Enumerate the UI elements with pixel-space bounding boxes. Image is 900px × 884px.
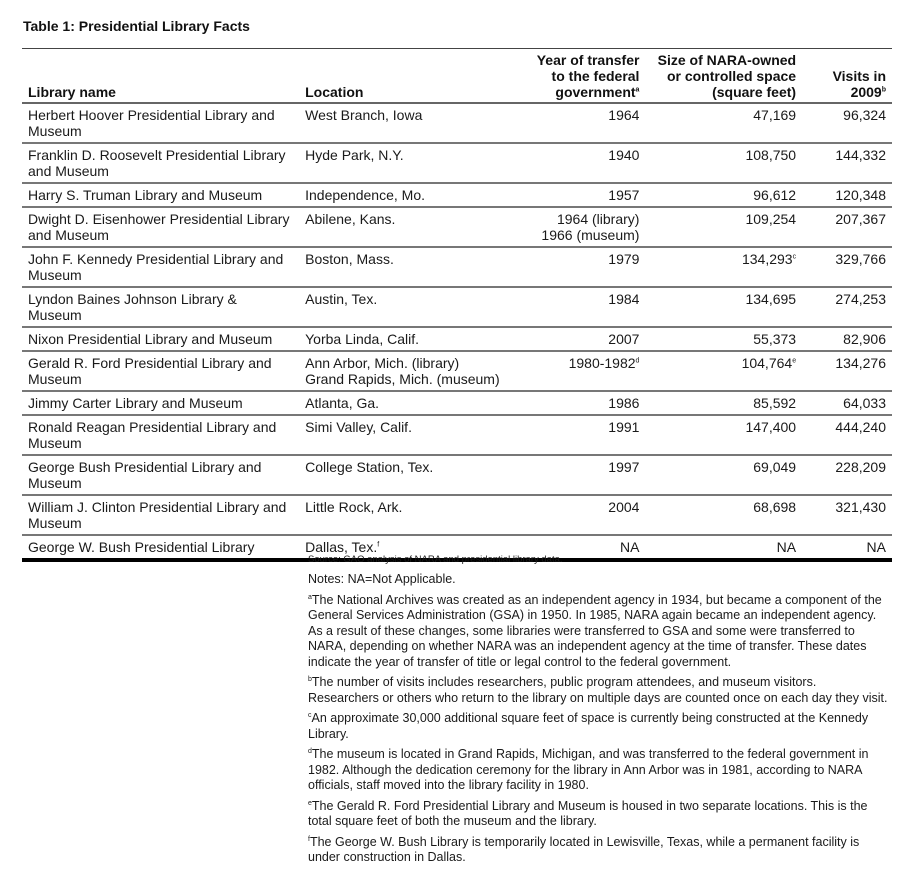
- cell-library-name: [22, 351, 299, 391]
- cell-library-name: [22, 327, 299, 351]
- footnote-text: The number of visits includes researchers, public program attendees, and museum visitors. Researchers or others who return to the library on multiple days are counted once on each day they visit.: [308, 675, 888, 705]
- footnote-e: [308, 799, 888, 830]
- table-notes: [308, 554, 888, 871]
- location-text: Boston, Mass.: [305, 251, 394, 267]
- cell-visits: [802, 183, 892, 207]
- space-value: 109,254: [745, 211, 797, 227]
- header-line: government: [555, 84, 636, 100]
- cell-location: [299, 415, 510, 455]
- library-name: Gerald R. Ford Presidential Library and Museum: [28, 355, 272, 387]
- space-value: 69,049: [753, 459, 797, 475]
- footnote-marker: e: [792, 357, 797, 365]
- year-text-2: 1966 (museum): [541, 227, 640, 243]
- header-visits: [802, 49, 892, 104]
- header-line: Size of NARA-owned: [657, 52, 797, 68]
- table-row: [22, 495, 892, 535]
- cell-visits: [802, 391, 892, 415]
- location-text: Abilene, Kans.: [305, 211, 396, 227]
- location-text: Hyde Park, N.Y.: [305, 147, 404, 163]
- footnote-marker: b: [308, 675, 312, 683]
- library-name: Harry S. Truman Library and Museum: [28, 187, 263, 203]
- cell-library-name: [22, 455, 299, 495]
- space-value: 147,400: [745, 419, 797, 435]
- footnote-b: [308, 675, 888, 706]
- cell-visits: [802, 455, 892, 495]
- cell-year: [510, 415, 646, 455]
- location-text: Independence, Mo.: [305, 187, 425, 203]
- year-text: 1980-1982: [568, 355, 636, 371]
- visits-value: 82,906: [843, 331, 886, 347]
- header-line: Visits in: [832, 68, 886, 84]
- table-row: [22, 327, 892, 351]
- table-row: [22, 391, 892, 415]
- library-name: Dwight D. Eisenhower Presidential Library and Museum: [28, 211, 290, 243]
- header-year-of-transfer: [510, 49, 646, 104]
- cell-year: [510, 247, 646, 287]
- year-text: 1940: [608, 147, 640, 163]
- year-text: 1964: [608, 107, 640, 123]
- cell-location: [299, 327, 510, 351]
- year-text: 1997: [608, 459, 640, 475]
- cell-visits: [802, 351, 892, 391]
- space-value: NA: [776, 539, 797, 555]
- year-text: 1991: [608, 419, 640, 435]
- visits-value: 444,240: [835, 419, 886, 435]
- table-row: [22, 455, 892, 495]
- table-header-row: [22, 49, 892, 104]
- cell-space: [645, 287, 802, 327]
- cell-location: [299, 247, 510, 287]
- cell-space: [645, 391, 802, 415]
- header-line: Year of transfer: [536, 52, 640, 68]
- footnote-f: [308, 835, 888, 866]
- year-text: NA: [620, 539, 640, 555]
- header-space-size: [645, 49, 802, 104]
- year-text: 2004: [608, 499, 640, 515]
- space-value: 47,169: [753, 107, 797, 123]
- footnote-marker: d: [635, 357, 640, 365]
- location-text: Dallas, Tex.: [305, 539, 378, 555]
- cell-library-name: [22, 391, 299, 415]
- visits-value: 207,367: [835, 211, 886, 227]
- year-text: 1984: [608, 291, 640, 307]
- cell-library-name: [22, 247, 299, 287]
- space-value: 108,750: [745, 147, 797, 163]
- table-row: [22, 351, 892, 391]
- header-location: [299, 49, 510, 104]
- cell-space: [645, 415, 802, 455]
- library-name: Nixon Presidential Library and Museum: [28, 331, 273, 347]
- visits-value: NA: [866, 539, 886, 555]
- location-text: College Station, Tex.: [305, 459, 434, 475]
- cell-year: [510, 183, 646, 207]
- cell-space: [645, 103, 802, 143]
- cell-library-name: [22, 415, 299, 455]
- footnote-text: The National Archives was created as an independent agency in 1934, but became a component of the General Services Administration (GSA) in 1950. In 1985, NARA again became an independent agency. As a result of these changes, some libraries were transferred to GSA and some were transferred to NARA, depending on whether NARA was an independent agency at the time of transfer. These dates indicate the year of transfer of title or legal control to the federal government.: [308, 592, 882, 669]
- cell-visits: [802, 327, 892, 351]
- location-text: Austin, Tex.: [305, 291, 378, 307]
- cell-location: [299, 103, 510, 143]
- cell-year: [510, 287, 646, 327]
- cell-location: [299, 183, 510, 207]
- visits-value: 329,766: [835, 251, 886, 267]
- presidential-library-table: [22, 48, 892, 562]
- footnote-text: An approximate 30,000 additional square feet of space is currently being constructed at the Kennedy Library.: [308, 711, 869, 741]
- location-text-2: Grand Rapids, Mich. (museum): [305, 371, 500, 387]
- visits-value: 321,430: [835, 499, 886, 515]
- cell-space: [645, 455, 802, 495]
- footnote-text: The George W. Bush Library is temporarily located in Lewisville, Texas, while a permanent facility is under construction in Dallas.: [308, 834, 860, 864]
- source-note: Source: GAO analysis of NARA and presidential library data.: [308, 554, 563, 565]
- footnote-marker: f: [308, 835, 310, 843]
- library-name: George W. Bush Presidential Library: [28, 539, 255, 555]
- header-label: Library name: [28, 84, 116, 100]
- footnote-marker: c: [792, 253, 797, 261]
- cell-visits: [802, 207, 892, 247]
- space-value: 134,293: [741, 251, 793, 267]
- cell-library-name: [22, 287, 299, 327]
- footnote-marker: a: [635, 86, 640, 94]
- cell-library-name: [22, 535, 299, 560]
- year-text: 1957: [608, 187, 640, 203]
- cell-visits: [802, 247, 892, 287]
- footnote-a: [308, 593, 888, 671]
- cell-visits: [802, 287, 892, 327]
- table-row: [22, 415, 892, 455]
- footnote-d: [308, 747, 888, 794]
- cell-year: [510, 495, 646, 535]
- visits-value: 274,253: [835, 291, 886, 307]
- cell-location: [299, 207, 510, 247]
- header-line: (square feet): [712, 84, 797, 100]
- na-note: Notes: NA=Not Applicable.: [308, 572, 456, 586]
- footnote-c: [308, 711, 888, 742]
- table-body: [22, 103, 892, 560]
- library-name: Jimmy Carter Library and Museum: [28, 395, 243, 411]
- cell-library-name: [22, 103, 299, 143]
- visits-value: 120,348: [835, 187, 886, 203]
- table-row: [22, 207, 892, 247]
- header-line: or controlled space: [666, 68, 797, 84]
- cell-location: [299, 287, 510, 327]
- year-text: 1979: [608, 251, 640, 267]
- cell-location: [299, 143, 510, 183]
- visits-value: 96,324: [843, 107, 886, 123]
- cell-year: [510, 103, 646, 143]
- location-text: Little Rock, Ark.: [305, 499, 403, 515]
- table-row: [22, 287, 892, 327]
- library-name: Lyndon Baines Johnson Library & Museum: [28, 291, 237, 323]
- cell-library-name: [22, 207, 299, 247]
- cell-space: [645, 207, 802, 247]
- visits-value: 134,276: [835, 355, 886, 371]
- space-value: 55,373: [753, 331, 797, 347]
- cell-year: [510, 143, 646, 183]
- location-text: Atlanta, Ga.: [305, 395, 380, 411]
- cell-library-name: [22, 495, 299, 535]
- location-text: West Branch, Iowa: [305, 107, 423, 123]
- space-value: 85,592: [753, 395, 797, 411]
- space-value: 134,695: [745, 291, 797, 307]
- header-line: 2009: [850, 84, 882, 100]
- year-text: 1986: [608, 395, 640, 411]
- location-text: Simi Valley, Calif.: [305, 419, 412, 435]
- cell-location: [299, 495, 510, 535]
- footnote-marker: f: [377, 541, 380, 549]
- footnote-text: The Gerald R. Ford Presidential Library and Museum is housed in two separate locations. This is the total square feet of both the museum and the library.: [308, 798, 868, 828]
- library-name: William J. Clinton Presidential Library and Museum: [28, 499, 287, 531]
- location-text: Yorba Linda, Calif.: [305, 331, 420, 347]
- cell-year: [510, 351, 646, 391]
- library-name: Ronald Reagan Presidential Library and Museum: [28, 419, 277, 451]
- cell-visits: [802, 495, 892, 535]
- visits-value: 144,332: [835, 147, 886, 163]
- location-text: Ann Arbor, Mich. (library): [305, 355, 460, 371]
- table-row: [22, 247, 892, 287]
- cell-space: [645, 351, 802, 391]
- cell-visits: [802, 103, 892, 143]
- cell-visits: [802, 415, 892, 455]
- library-name: Herbert Hoover Presidential Library and Museum: [28, 107, 275, 139]
- visits-value: 228,209: [835, 459, 886, 475]
- year-text: 2007: [608, 331, 640, 347]
- cell-library-name: [22, 183, 299, 207]
- space-value: 104,764: [741, 355, 793, 371]
- footnote-text: The museum is located in Grand Rapids, Michigan, and was transferred to the federal government in 1982. Although the dedication ceremony for the library in Ann Arbor was in 1981, according to NARA officials, staff moved into the library facility in 1980.: [308, 747, 869, 792]
- year-text: 1964 (library): [556, 211, 640, 227]
- library-name: John F. Kennedy Presidential Library and Museum: [28, 251, 284, 283]
- cell-library-name: [22, 143, 299, 183]
- header-line: to the federal: [551, 68, 640, 84]
- cell-year: [510, 455, 646, 495]
- cell-location: [299, 391, 510, 415]
- cell-year: [510, 391, 646, 415]
- footnote-marker: b: [881, 86, 886, 94]
- cell-year: [510, 327, 646, 351]
- cell-space: [645, 327, 802, 351]
- table-row: [22, 183, 892, 207]
- header-label: Location: [305, 84, 364, 100]
- footnote-marker: e: [308, 799, 312, 807]
- cell-space: [645, 247, 802, 287]
- visits-value: 64,033: [843, 395, 886, 411]
- header-library-name: [22, 49, 299, 104]
- table-row: [22, 103, 892, 143]
- cell-visits: [802, 143, 892, 183]
- cell-location: [299, 351, 510, 391]
- table-title: Table 1: Presidential Library Facts: [23, 18, 250, 34]
- space-value: 96,612: [753, 187, 797, 203]
- footnote-marker: a: [308, 593, 312, 601]
- library-name: George Bush Presidential Library and Museum: [28, 459, 262, 491]
- footnote-marker: d: [308, 747, 312, 755]
- cell-space: [645, 495, 802, 535]
- cell-space: [645, 143, 802, 183]
- cell-location: [299, 455, 510, 495]
- footnotes-list: [308, 593, 888, 866]
- footnote-marker: c: [308, 711, 312, 719]
- space-value: 68,698: [753, 499, 797, 515]
- library-name: Franklin D. Roosevelt Presidential Library and Museum: [28, 147, 286, 179]
- cell-space: [645, 183, 802, 207]
- cell-year: [510, 207, 646, 247]
- table-row: [22, 143, 892, 183]
